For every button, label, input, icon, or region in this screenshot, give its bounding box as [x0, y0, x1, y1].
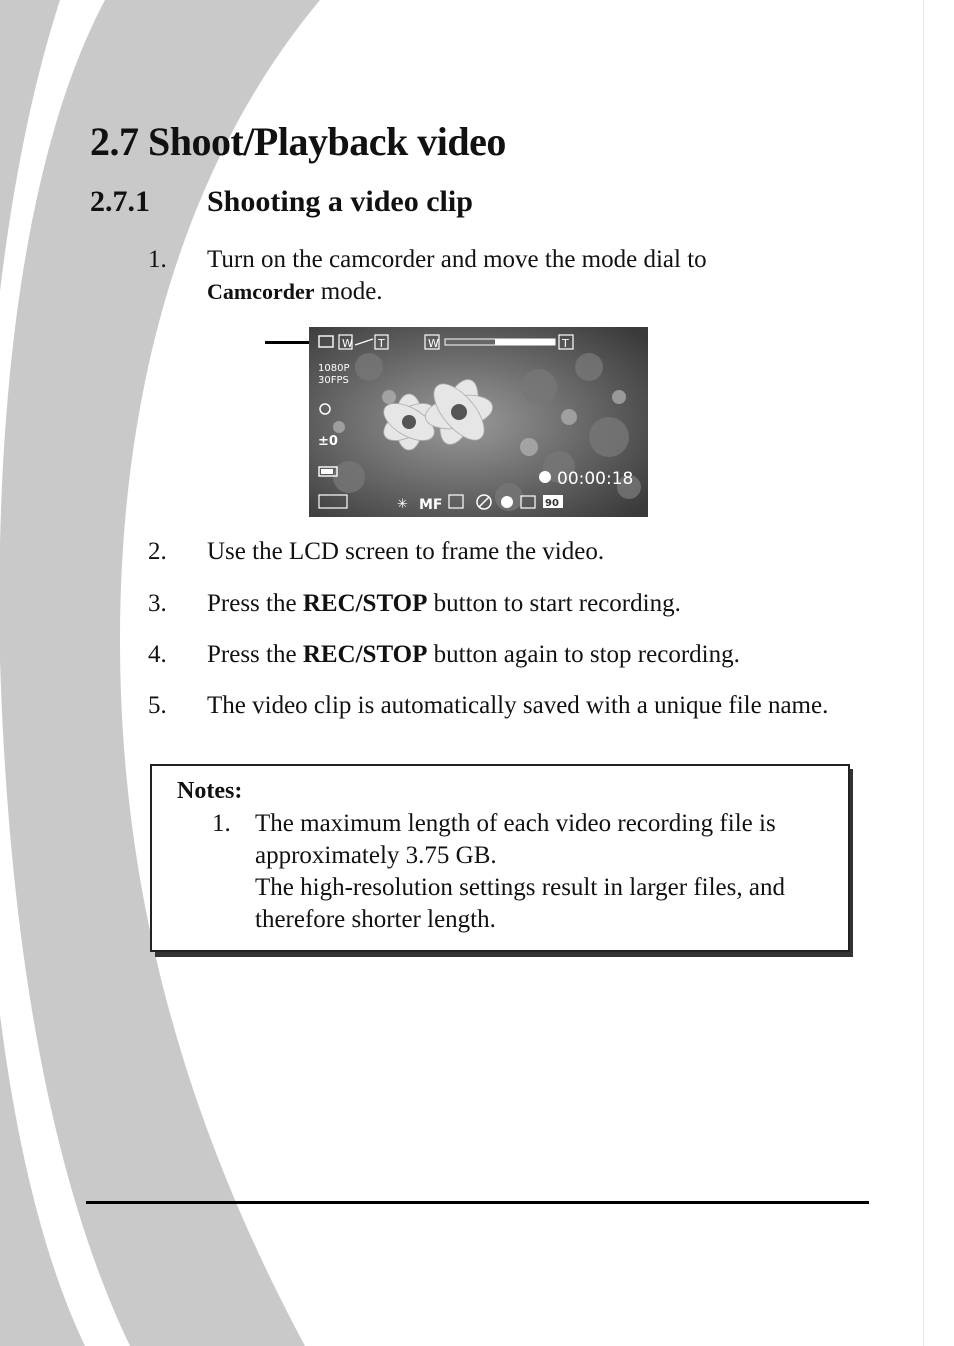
step-text: Use the LCD screen to frame the video.	[207, 538, 605, 565]
step-text-part: Turn on the camcorder and move the mode dial to	[207, 246, 707, 273]
footer-rule	[86, 1201, 869, 1204]
step-emphasis: REC/STOP	[302, 641, 428, 668]
note-number: 1.	[212, 810, 231, 837]
step-number: 2.	[148, 538, 167, 565]
step-text	[207, 639, 857, 671]
step-text-part: button to start recording.	[427, 590, 681, 617]
lcd-zoom-tele-left: T	[378, 337, 385, 350]
lcd-counter: 90	[545, 498, 559, 509]
step-number: 4.	[148, 641, 167, 668]
section-title: 2.7 Shoot/Playback video	[90, 119, 506, 164]
step-text: The video clip is automatically saved with a unique file name.	[207, 692, 829, 719]
lcd-zoom-wide-left: W	[342, 337, 353, 350]
effect-icon	[501, 496, 513, 508]
lcd-focus-mode: MF	[419, 497, 443, 513]
lcd-frame-rate: 30FPS	[318, 375, 349, 386]
svg-text:✳: ✳	[397, 497, 408, 512]
step-number: 3.	[148, 590, 167, 617]
notes-title: Notes:	[177, 778, 243, 804]
subsection-number: 2.7.1	[90, 185, 150, 218]
record-indicator-icon	[539, 471, 551, 483]
step-text	[207, 588, 857, 620]
lcd-resolution: 1080P	[318, 363, 350, 374]
note-line: The high-resolution settings result in larger files, and therefore shorter length.	[255, 874, 785, 933]
step-number: 5.	[148, 692, 167, 719]
step-text-part: button again to stop recording.	[427, 641, 740, 668]
notes-box	[150, 764, 850, 952]
page-edge-line	[923, 0, 924, 1346]
lcd-screen-image	[309, 327, 648, 517]
step-emphasis: Camcorder	[207, 279, 315, 304]
note-text	[255, 808, 835, 936]
step-number: 1.	[148, 246, 167, 273]
subsection-title: Shooting a video clip	[207, 185, 473, 218]
step-emphasis: REC/STOP	[302, 590, 428, 617]
step-text-part: mode.	[314, 278, 383, 305]
note-line: The maximum length of each video recording file is approximately 3.75 GB.	[255, 810, 776, 869]
step-text-part: Press the	[207, 590, 303, 617]
lcd-zoom-wide: W	[428, 337, 439, 350]
lcd-exposure: ±0	[318, 434, 338, 449]
step-text	[207, 244, 857, 308]
step-text-part: Press the	[207, 641, 303, 668]
lcd-record-timer: 00:00:18	[557, 469, 634, 489]
lcd-zoom-tele: T	[562, 337, 569, 350]
